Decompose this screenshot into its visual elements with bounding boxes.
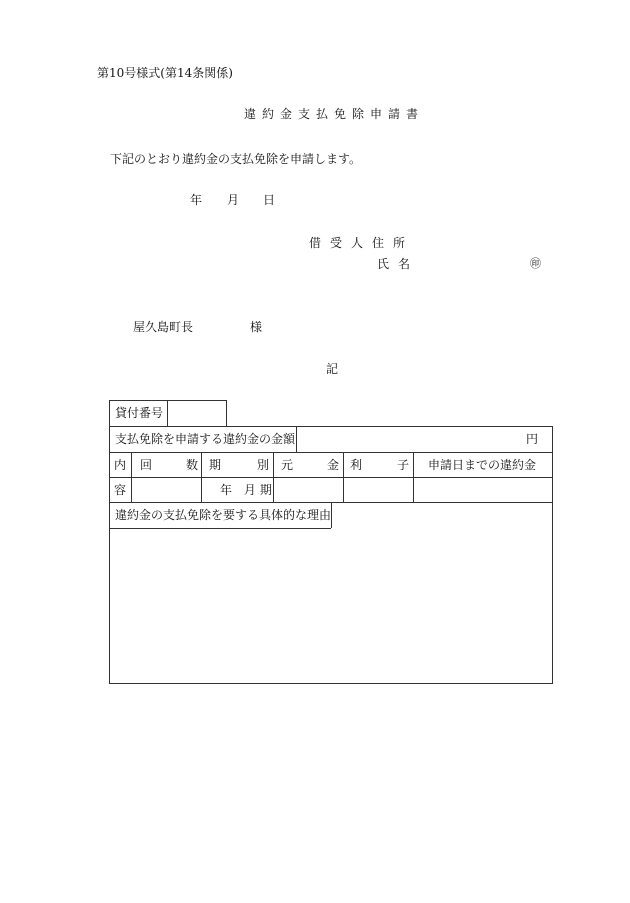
interest-label-2: 子 [397, 458, 410, 472]
row-divider-2 [109, 477, 553, 478]
seal-mark: ㊞ [530, 257, 541, 270]
col-divider-interest [413, 452, 414, 502]
col-divider-count [201, 452, 202, 502]
intro-text: 下記のとおり違約金の支払免除を申請します。 [110, 152, 362, 166]
principal-label-2: 金 [327, 458, 340, 472]
period-value: 年 月期 [220, 483, 276, 497]
count-label-2: 数 [186, 458, 199, 472]
col-divider-naiyou [131, 452, 132, 502]
applicant-name-label: 氏名 [377, 257, 420, 271]
form-label: 第10号様式(第14条関係) [97, 66, 233, 80]
exempt-amount-label: 支払免除を申請する違約金の金額 [115, 432, 296, 446]
applicant-address-label: 借受人住所 [309, 236, 415, 250]
reason-label-box-edge [331, 502, 332, 528]
interest-label-1: 利 [350, 458, 363, 472]
reason-label-divider [109, 528, 331, 529]
naiyou-top: 内 [114, 458, 127, 472]
date-month-label: 月 [227, 193, 240, 207]
date-year-label: 年 [190, 193, 203, 207]
reason-label: 違約金の支払免除を要する具体的な理由 [115, 508, 332, 522]
amount-divider [296, 426, 297, 452]
loan-number-label: 貸付番号 [115, 406, 164, 420]
page-title: 違約金支払免除申請書 [244, 107, 425, 121]
yen-unit: 円 [526, 432, 539, 446]
row-divider-1 [109, 452, 553, 453]
col-divider-principal [343, 452, 344, 502]
date-day-label: 日 [263, 193, 276, 207]
period-label-1: 期 [209, 458, 222, 472]
addressee-honorific: 様 [250, 320, 263, 334]
loan-number-divider [167, 400, 168, 427]
principal-label-1: 元 [281, 458, 294, 472]
ki-label: 記 [326, 362, 339, 376]
penalty-label: 申請日までの違約金 [428, 458, 537, 472]
addressee-name: 屋久島町長 [133, 320, 194, 334]
period-label-2: 別 [257, 458, 270, 472]
naiyou-bottom: 容 [114, 483, 127, 497]
count-label-1: 回 [140, 458, 153, 472]
